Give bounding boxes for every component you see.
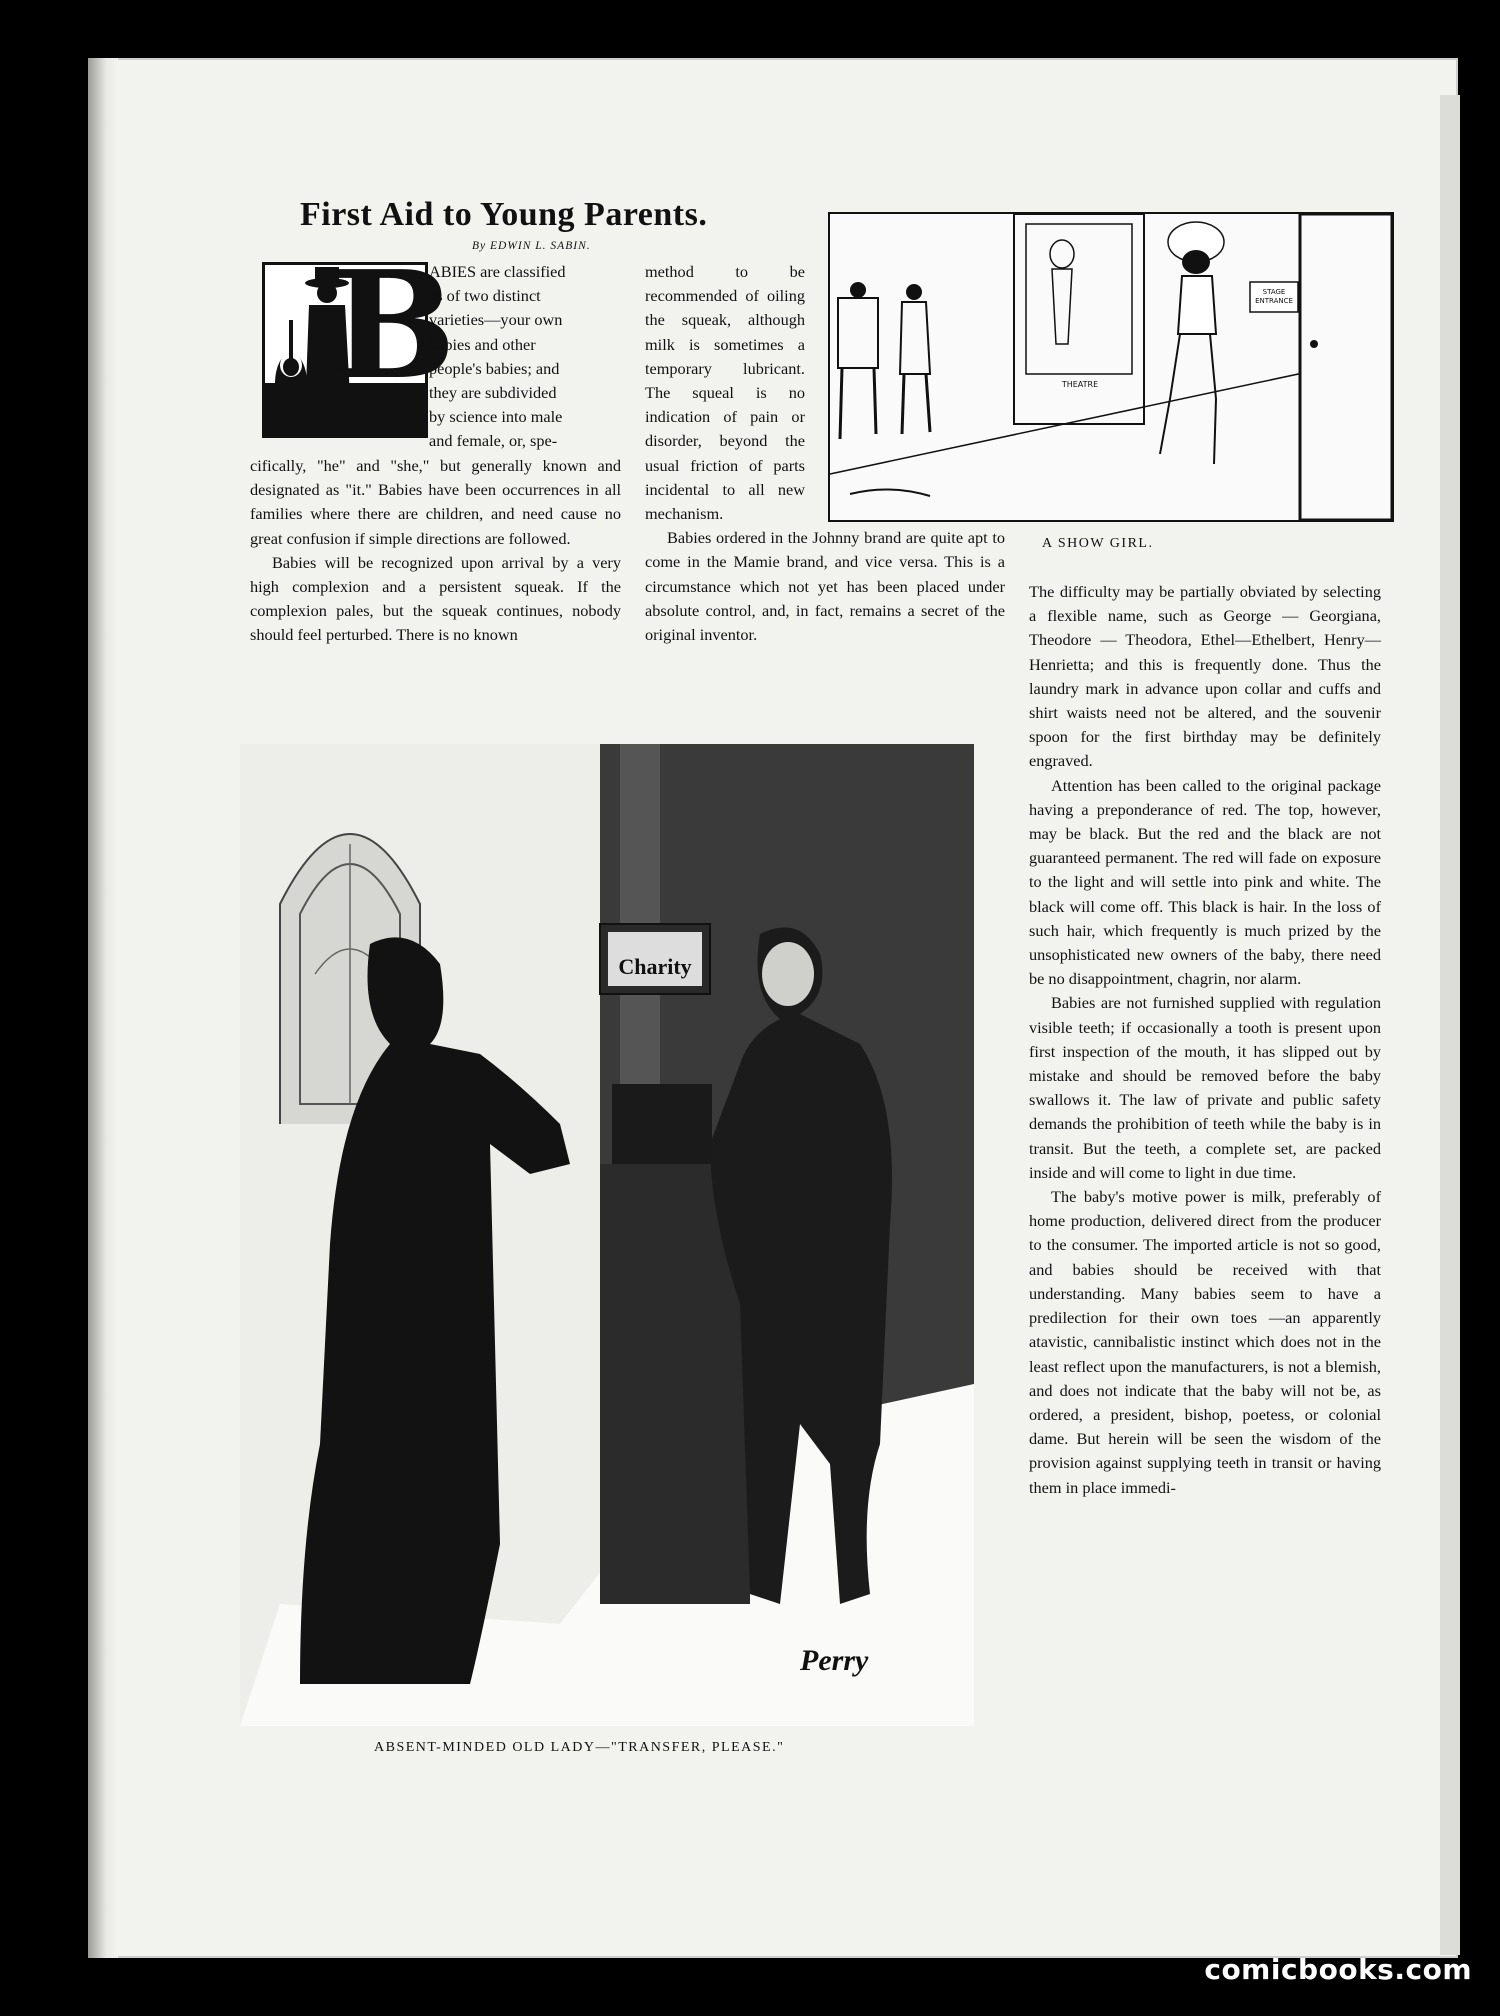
col3-para1: The difficulty may be partially obviated by selecting a flexible name, such as George — Georgiana, Theodore — Theodora, Ethel—Ethelbert, Henry—Henrietta; and this is frequently done. Thus the laundry mark in advance upon collar and cuffs and shirt waists need not be altered, and the souvenir spoon for the first birthday may be definitely engraved. [1029, 582, 1381, 771]
show-girl-illustration [828, 212, 1394, 522]
col1-para2: Babies will be recognized upon arrival by a very high complexion and a persistent squeak. If the complexion pales, but the squeak continues, nobody should feel perturbed. There is no known [250, 552, 621, 645]
artist-signature: Perry [800, 1644, 869, 1677]
col1-line: varieties—your own [429, 310, 563, 330]
stage-entrance-sign: STAGE ENTRANCE [1255, 288, 1293, 305]
site-watermark: comicbooks.com [1204, 1953, 1472, 1986]
old-lady-caption: ABSENT-MINDED OLD LADY—"TRANSFER, PLEASE." [374, 1740, 785, 1755]
page-binding-edge [88, 58, 118, 1958]
show-girl-drawing [830, 214, 1392, 520]
drop-cap-illustration [262, 238, 457, 438]
col1-line: people's babies; and [429, 358, 560, 378]
col2-para2: Babies ordered in the Johnny brand are quite apt to come in the Mamie brand, and vice versa. This is a circumstance which not yet has been placed under absolute control, and, in fact, remains a secret of the original inventor. [645, 528, 1005, 645]
col1-para1: cifically, "he" and "she," but generally known and designated as "it." Babies have been occurrences in all families where there are children, and need cause no great confusion if simple directions are followed. [250, 456, 621, 548]
col1-line: and female, or, spe- [429, 431, 558, 451]
article-title: First Aid to Young Parents. [300, 196, 708, 233]
next-page-edge [1440, 95, 1460, 1955]
col3-body [1029, 580, 1381, 1500]
col1-line: ABIES are classified [429, 262, 566, 281]
col2-para1: method to be recommended of oiling the squeak, although milk is sometimes a temporary lubricant. The squeal is no indication of pain or disorder, beyond the usual friction of parts incidental to all new mechanism. [645, 262, 805, 524]
article-byline: By EDWIN L. SABIN. [472, 240, 591, 252]
col1-top-text [429, 260, 621, 454]
church-scene-drawing [240, 744, 974, 1726]
theatre-poster-text: THEATRE [1061, 380, 1099, 389]
col3-para2: Attention has been called to the original package having a preponderance of red. The top, however, may be black. But the red and the black are not guaranteed permanent. The red will fade on exposure to the light and will settle into pink and white. The black will come off. This black is hair. In the loss of such hair, which frequently is much prized by the unsophisticated new owners of the baby, there need be no disappointment, chagrin, nor alarm. [1029, 775, 1381, 989]
col3-para4: The baby's motive power is milk, preferably of home production, delivered direct from the producer to the consumer. The imported article is not so good, and babies should be received with that understanding. Many babies seem to have a predilection for their own toes —an apparently atavistic, cannibalistic instinct which does not in the least reflect upon the manufacturers, is not a blemish, and does not indicate that the baby will not be, as ordered, a president, bishop, poetess, or colonial dame. But herein will be seen the wisdom of the provision against supplying teeth in transit or having them in place immedi- [1029, 1187, 1381, 1497]
col3-para3: Babies are not furnished supplied with regulation visible teeth; if occasionally a tooth is present upon first inspection of the mouth, it has slipped out by mistake and should be removed before the baby swallows it. The law of private and public safety demands the prohibition of teeth while the baby is in transit. But the teeth, a complete set, are packed inside and will come to light in due time. [1029, 993, 1381, 1182]
col1-line: babies and other [429, 334, 536, 354]
col1-body [250, 454, 621, 648]
show-girl-caption: A SHOW GIRL. [1042, 536, 1154, 551]
col1-line: by science into male [429, 407, 563, 427]
charity-box-sign: Charity [618, 954, 692, 979]
col1-line: they are subdivided [429, 383, 557, 403]
old-lady-illustration [240, 744, 974, 1726]
col1-line: as of two distinct [429, 286, 541, 306]
drop-cap-letter: B [331, 238, 457, 412]
